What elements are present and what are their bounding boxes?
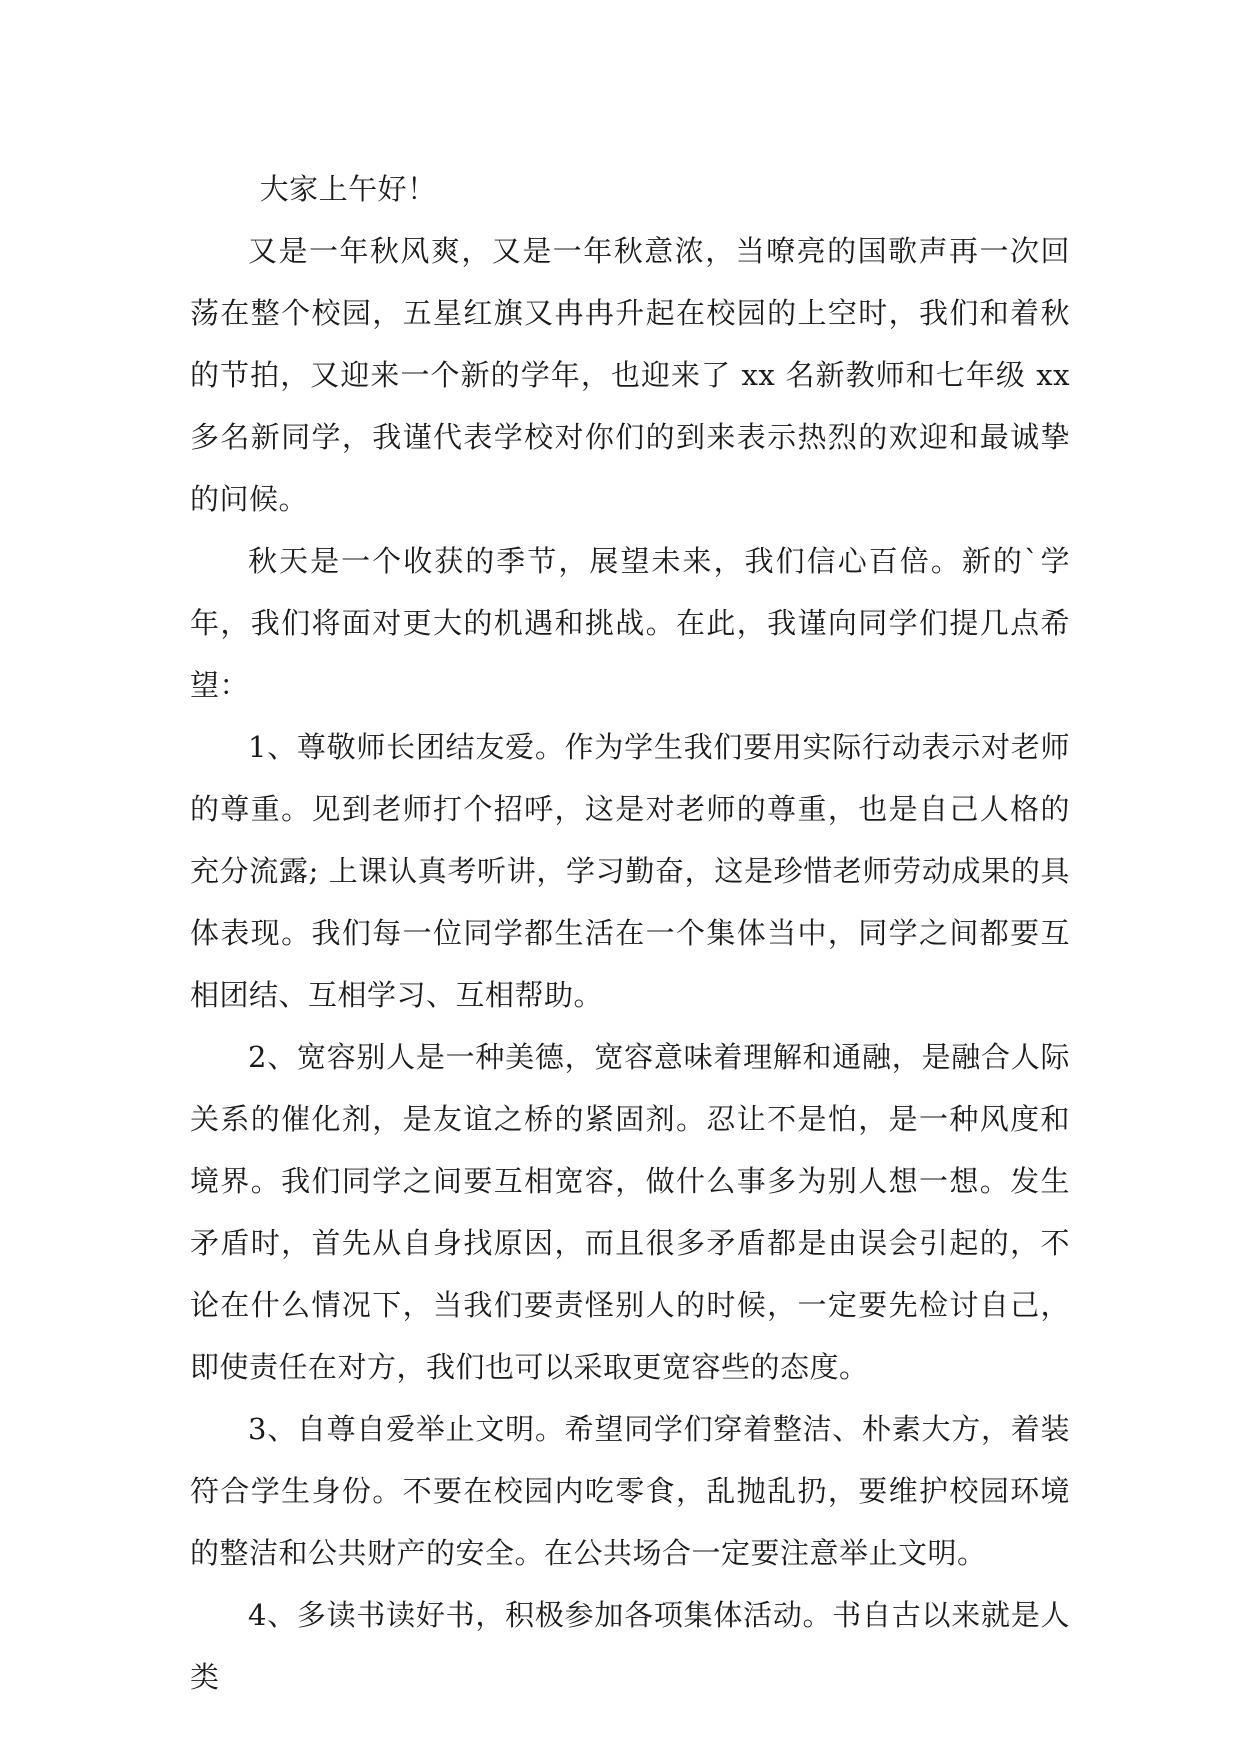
paragraph-point-4: 4、多读书读好书，积极参加各项集体活动。书自古以来就是人类 — [190, 1598, 1070, 1694]
paragraph-point-1: 1、尊敬师长团结友爱。作为学生我们要用实际行动表示对老师的尊重。见到老师打个招呼，这是对老师的尊重，也是自己人格的充分流露; 上课认真考听讲，学习勤奋，这是珍惜老师劳动成果的具体表现。我们每一位同学都生活在一个集体当中，同学之间都要互相团结、互相学习、互相帮助。 — [190, 730, 1070, 1012]
paragraph-hopes-intro: 秋天是一个收获的季节，展望未来，我们信心百倍。新的`学年，我们将面对更大的机遇和挑战。在此，我谨向同学们提几点希望： — [190, 544, 1070, 702]
paragraph-opening: 又是一年秋风爽，又是一年秋意浓，当嘹亮的国歌声再一次回荡在整个校园，五星红旗又冉冉升起在校园的上空时，我们和着秋的节拍，又迎来一个新的学年，也迎来了 xx 名新教师和七年级 xx 多名新同学，我谨代表学校对你们的到来表示热烈的欢迎和最诚挚的问候。 — [190, 234, 1070, 516]
paragraph-point-2: 2、宽容别人是一种美德，宽容意味着理解和通融，是融合人际关系的催化剂，是友谊之桥的紧固剂。忍让不是怕，是一种风度和境界。我们同学之间要互相宽容，做什么事多为别人想一想。发生矛盾时，首先从自身找原因，而且很多矛盾都是由误会引起的，不论在什么情况下，当我们要责怪别人的时候，一定要先检讨自己，即使责任在对方，我们也可以采取更宽容些的态度。 — [190, 1040, 1070, 1384]
greeting-line: 大家上午好！ — [259, 172, 437, 206]
paragraph-point-3: 3、自尊自爱举止文明。希望同学们穿着整洁、朴素大方，着装符合学生身份。不要在校园内吃零食，乱抛乱扔，要维护校园环境的整洁和公共财产的安全。在公共场合一定要注意举止文明。 — [190, 1412, 1070, 1570]
speech-body — [190, 158, 1070, 1708]
